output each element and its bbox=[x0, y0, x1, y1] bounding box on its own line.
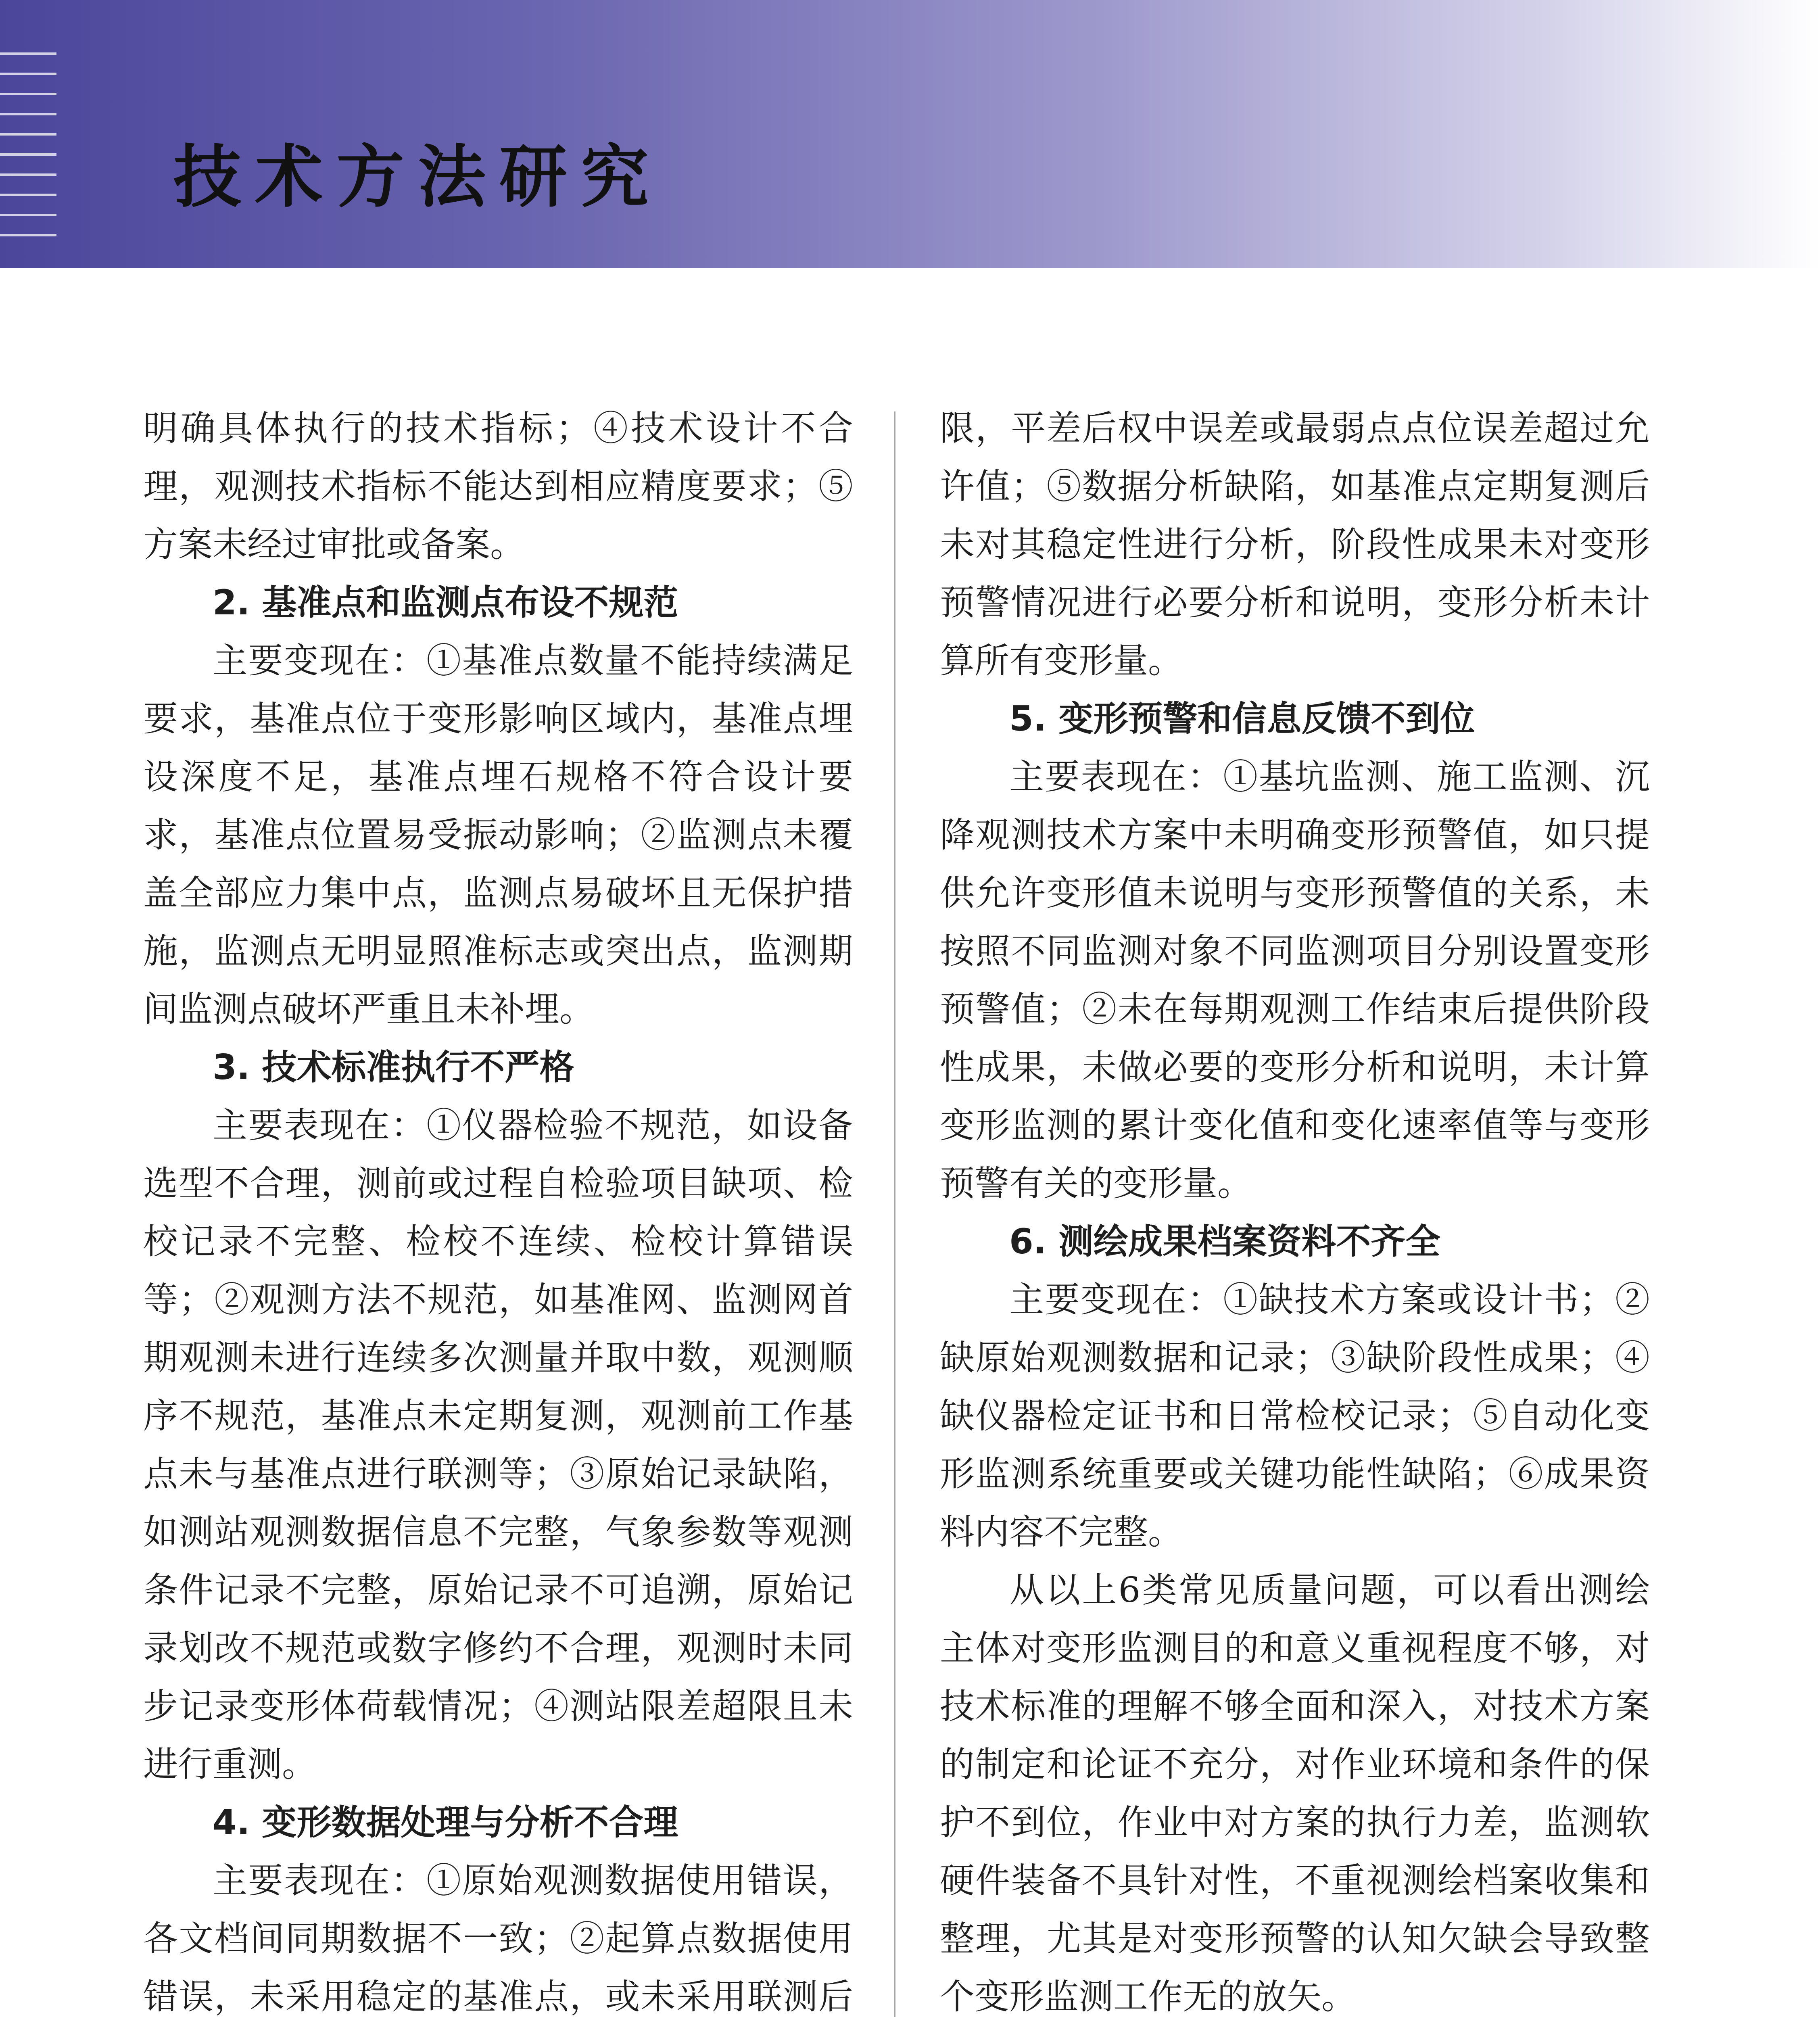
left-paragraph-3: 主要表现在：①仪器检验不规范，如设备选型不合理，测前或过程自检验项目缺项、检校记录不完整、检校不连续、检校计算错误等；②观测方法不规范，如基准网、监测网首期观测未进行连续多次测量并取中数，观测顺序不规范，基准点未定期复测，观测前工作基点未与基准点进行联测等；③原始记录缺陷，如测站观测数据信息不完整，气象参数等观测条件记录不完整，原始记录不可追溯，原始记录划改不规范或数字修约不合理，观测时未同步记录变形体荷载情况；④测站限差超限且未进行重测。 bbox=[143, 1105, 853, 1785]
right-paragraph-1: 限，平差后权中误差或最弱点点位误差超过允许值；⑤数据分析缺陷，如基准点定期复测后未对其稳定性进行分析，阶段性成果未对变形预警情况进行必要分析和说明，变形分析未计算所有变形量。 bbox=[940, 408, 1650, 681]
left-paragraph-1: 明确具体执行的技术指标；④技术设计不合理，观测技术指标不能达到相应精度要求；⑤方案未经过审批或备案。 bbox=[143, 408, 853, 565]
left-column bbox=[143, 399, 853, 2017]
heading-3: 3. 技术标准执行不严格 bbox=[213, 1047, 574, 1088]
right-column bbox=[940, 399, 1650, 2017]
right-paragraph-6: 主要变现在：①缺技术方案或设计书；②缺原始观测数据和记录；③缺阶段性成果；④缺仪器检定证书和日常检校记录；⑤自动化变形监测系统重要或关键功能性缺陷；⑥成果资料内容不完整。 bbox=[940, 1280, 1650, 1552]
heading-6: 6. 测绘成果档案资料不齐全 bbox=[1009, 1221, 1440, 1262]
heading-5: 5. 变形预警和信息反馈不到位 bbox=[1009, 699, 1475, 739]
decorative-stripes bbox=[0, 52, 56, 262]
right-paragraph-5: 主要表现在：①基坑监测、施工监测、沉降观测技术方案中未明确变形预警值，如只提供允许变形值未说明与变形预警值的关系，未按照不同监测对象不同监测项目分别设置变形预警值；②未在每期观测工作结束后提供阶段性成果，未做必要的变形分析和说明，未计算变形监测的累计变化值和变化速率值等与变形预警有关的变形量。 bbox=[940, 757, 1650, 1204]
header-banner bbox=[0, 0, 1820, 268]
left-paragraph-2: 主要变现在：①基准点数量不能持续满足要求，基准点位于变形影响区域内，基准点埋设深度不足，基准点埋石规格不符合设计要求，基准点位置易受振动影响；②监测点未覆盖全部应力集中点，监测点易破坏且无保护措施，监测点无明显照准标志或突出点，监测期间监测点破坏严重且未补埋。 bbox=[143, 641, 853, 1029]
section-title: 技术方法研究 bbox=[173, 138, 662, 217]
heading-4: 4. 变形数据处理与分析不合理 bbox=[213, 1802, 678, 1843]
column-divider bbox=[894, 411, 895, 2017]
left-paragraph-4: 主要表现在：①原始观测数据使用错误，各文档间同期数据不一致；②起算点数据使用错误，未采用稳定的基准点，或未采用联测后 bbox=[143, 1860, 853, 2017]
heading-2: 2. 基准点和监测点布设不规范 bbox=[213, 583, 678, 623]
right-paragraph-7: 从以上6类常见质量问题，可以看出测绘主体对变形监测目的和意义重视程度不够，对技术标准的理解不够全面和深入，对技术方案的制定和论证不充分，对作业环境和条件的保护不到位，作业中对方案的执行力差，监测软硬件装备不具针对性，不重视测绘档案收集和整理，尤其是对变形预警的认知欠缺会导致整个变形监测工作无的放矢。 bbox=[940, 1570, 1650, 2017]
